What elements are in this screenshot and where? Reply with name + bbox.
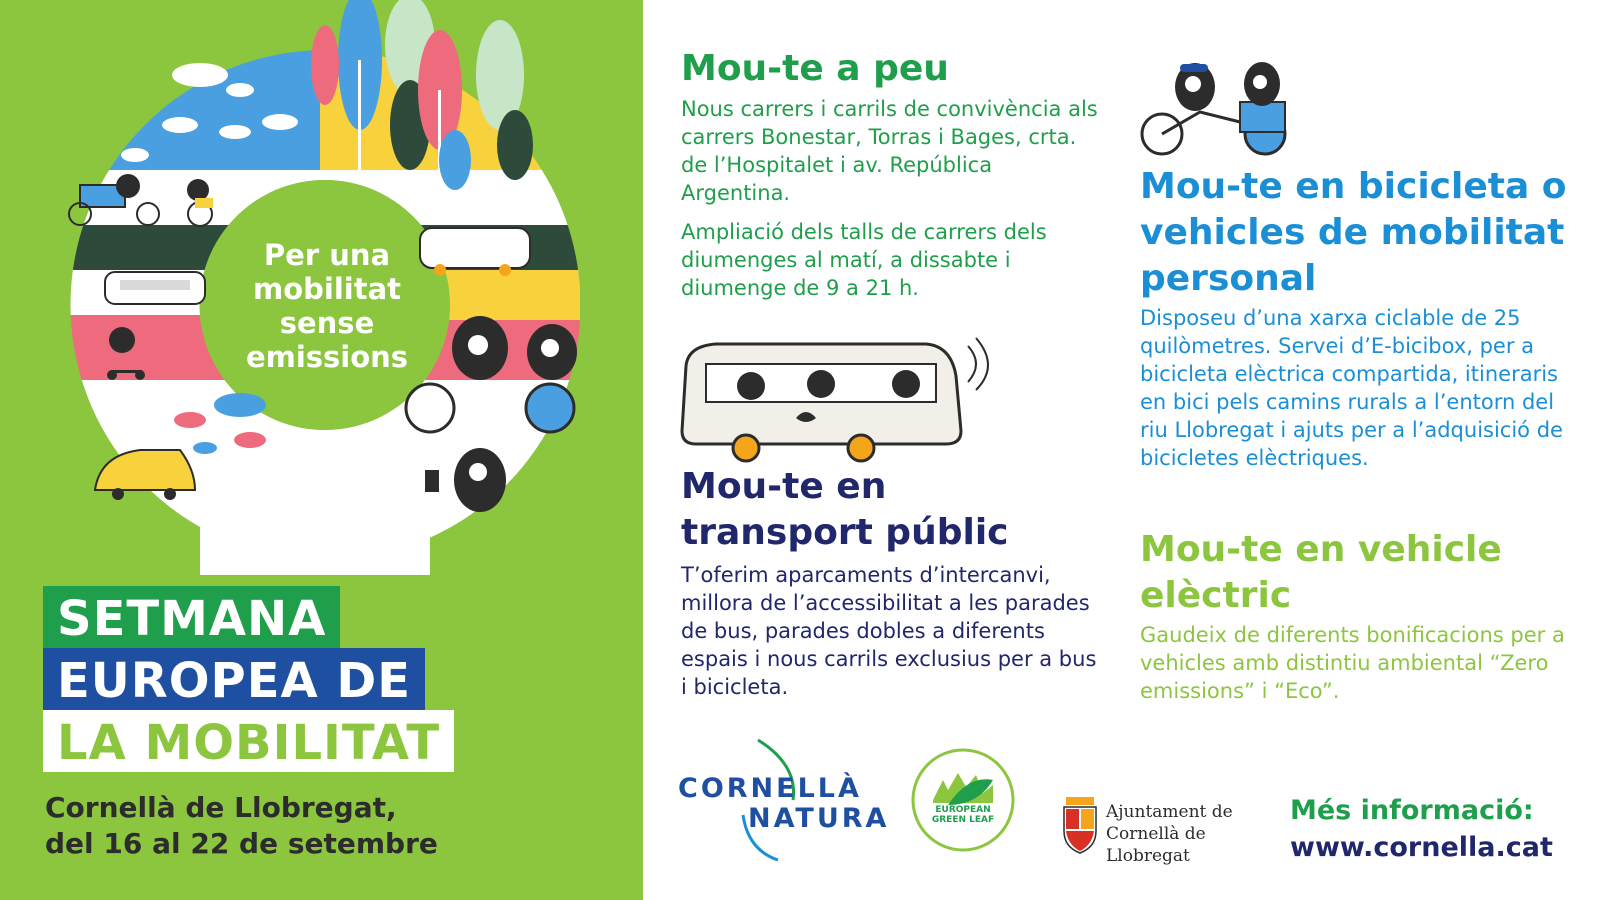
tram-icon	[105, 272, 205, 304]
event-place: Cornellà de Llobregat,	[45, 791, 397, 824]
bus-paragraph: T’oferim aparcaments d’intercanvi, millora de l’accessibilitat a les parades de bus, parades dobles a diferents espais i nous carrils exclusius per a bus i bicicleta.	[681, 563, 1097, 699]
event-place-date	[45, 790, 438, 862]
european-green-leaf-logo	[908, 745, 1018, 855]
walk-paragraph-1: Nous carrers i carrils de convivència als carrers Bonestar, Torras i Bages, crta. de l’Hospitalet i av. República Argentina.	[681, 97, 1098, 205]
more-info-url[interactable]: www.cornella.cat	[1290, 832, 1553, 863]
walk-heading: Mou-te a peu	[681, 48, 949, 89]
title-line-1: SETMANA	[43, 586, 340, 648]
logo-egl-text: EUROPEAN GREEN LEAF	[931, 805, 995, 825]
center-slogan: Per una mobilitat sense emissions	[245, 238, 409, 374]
ajuntament-logo	[1058, 795, 1278, 865]
logo-natura-text: NATURA	[748, 803, 890, 834]
walk-paragraph-2: Ampliació dels talls de carrers dels diumenges al matí, a dissabte i diumenge de 9 a 21 h.	[681, 220, 1047, 300]
event-date: del 16 al 22 de setembre	[45, 827, 438, 860]
ev-heading: Mou-te en vehicle elèctric	[1140, 529, 1502, 616]
bus-heading: Mou-te en transport públic	[681, 466, 1009, 553]
cornella-natura-logo	[678, 735, 890, 865]
bus-icon	[676, 336, 996, 466]
bike-heading: Mou-te en bicicleta o vehicles de mobilitat personal	[1140, 166, 1567, 299]
green-leaf-badge-icon	[908, 745, 1018, 855]
poster-panel	[0, 0, 643, 900]
more-info-label: Més informació:	[1290, 795, 1534, 826]
small-bus-icon	[420, 228, 530, 276]
coat-of-arms-icon	[1058, 795, 1102, 855]
ev-paragraph: Gaudeix de diferents bonificacions per a vehicles amb distintiu ambiental “Zero emissions” i “Eco”.	[1140, 623, 1565, 703]
ajuntament-text	[1106, 801, 1278, 867]
ajuntament-line-2: Cornellà de Llobregat	[1106, 824, 1206, 866]
bicycle-icon	[1140, 52, 1320, 162]
ajuntament-line-1: Ajuntament de	[1106, 802, 1233, 822]
logo-cornella-text: CORNELLÀ	[678, 773, 862, 804]
bike-paragraph: Disposeu d’una xarxa ciclable de 25 quilòmetres. Servei d’E-bicibox, per a bicicleta elèctrica compartida, itineraris en bici pels camins rurals a l’entorn del riu Llobregat i ajuts per a l’adquisició de bicicletes elèctriques.	[1140, 306, 1563, 470]
title-line-3: LA MOBILITAT	[43, 710, 454, 772]
title-line-2: EUROPEA DE	[43, 648, 425, 710]
